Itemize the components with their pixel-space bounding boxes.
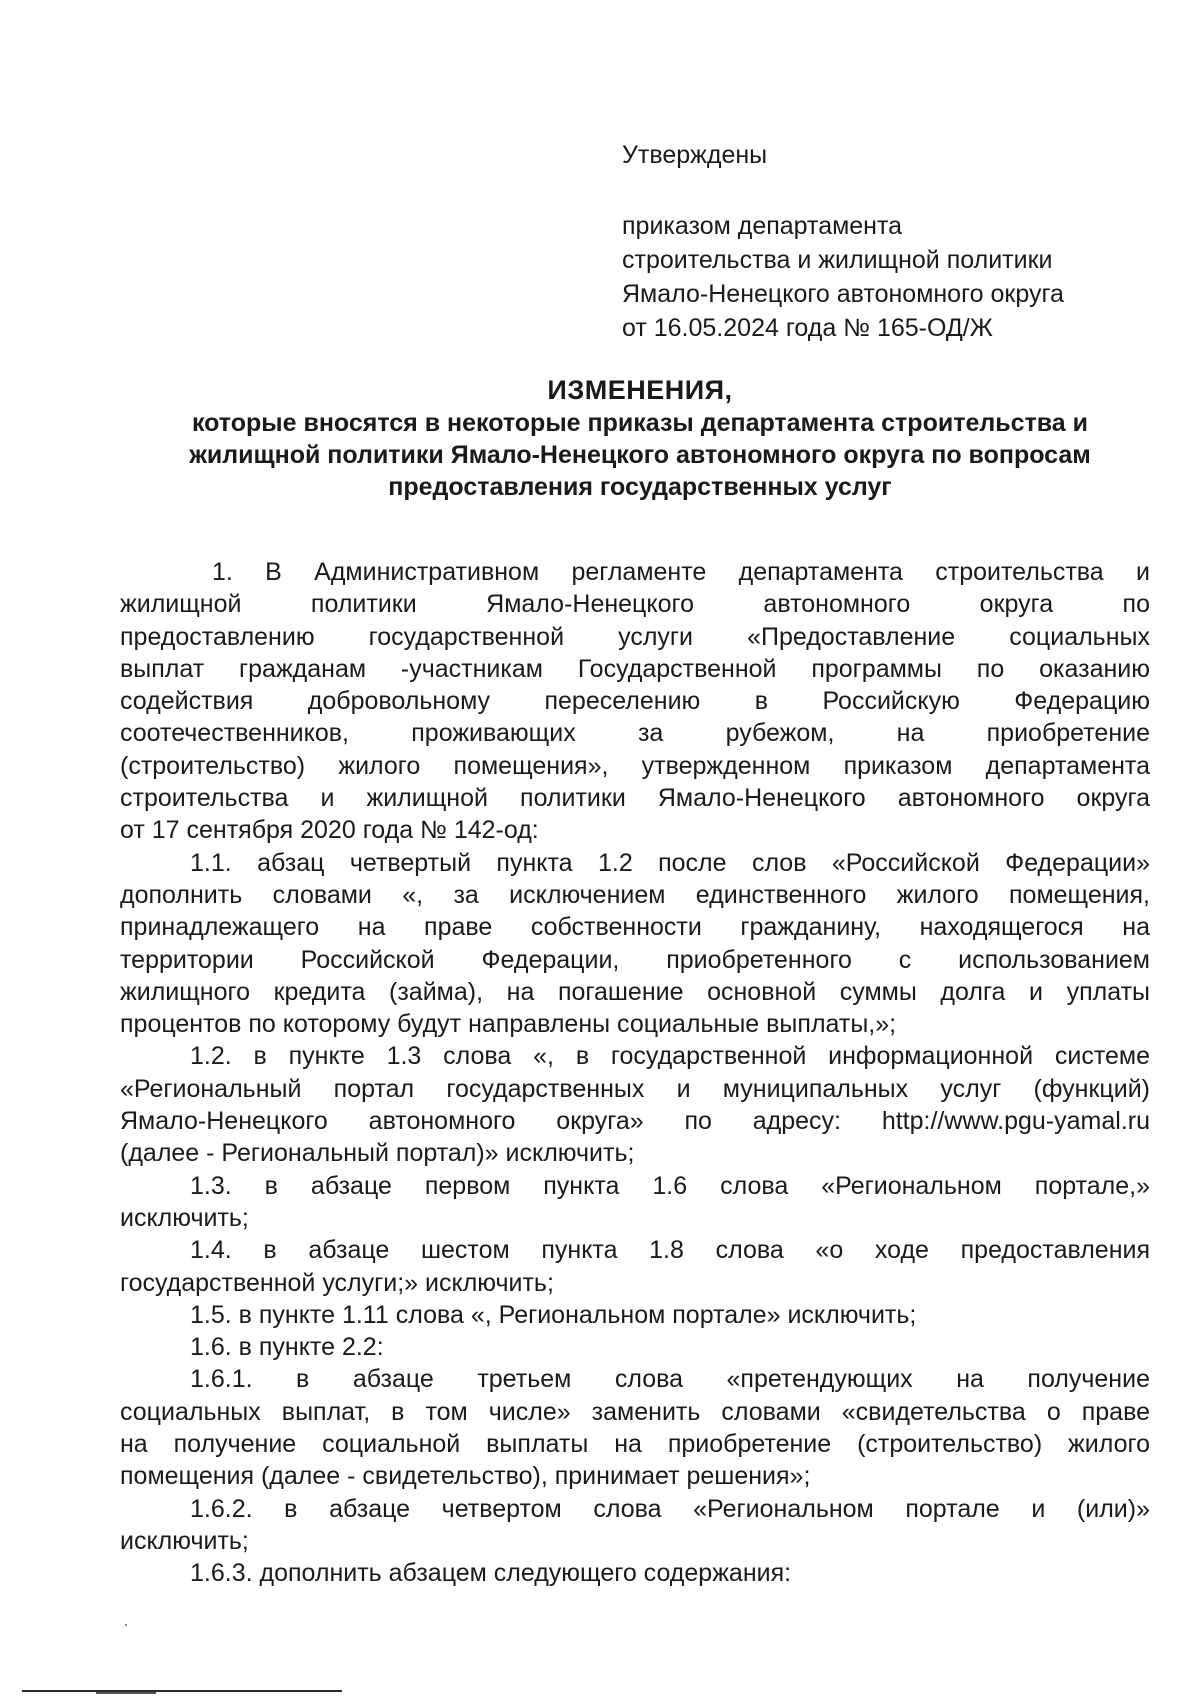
paragraph-line: строительства и жилищной политики Ямало-Ненецкого автономного округа	[120, 784, 1150, 813]
approval-heading: Утверждены	[622, 141, 768, 169]
paragraph-1-2	[120, 1040, 1150, 1169]
paragraph-line: дополнить словами «, за исключением единственного жилого помещения,	[120, 880, 1150, 909]
paragraph-line: 1.3. в абзаце первом пункта 1.6 слова «Региональном портале,»	[190, 1171, 1150, 1200]
paragraph-line: принадлежащего на праве собственности гражданину, находящегося на	[120, 913, 1150, 942]
paragraph-line: жилищного кредита (займа), на погашение основной суммы долга и уплаты	[120, 977, 1150, 1006]
paragraph-line: 1.1. абзац четвертый пункта 1.2 после слов «Российской Федерации»	[190, 848, 1150, 877]
scan-speck	[125, 1624, 127, 1626]
paragraph-1-5	[120, 1299, 1150, 1331]
paragraph-line: «Региональный портал государственных и муниципальных услуг (функций)	[120, 1074, 1150, 1103]
paragraph-line: содействия добровольному переселению в Российскую Федерацию	[120, 687, 1150, 716]
paragraph-line: (далее - Региональный портал)» исключить;	[120, 1139, 635, 1168]
document-subtitle	[120, 407, 1160, 503]
paragraph-1-4	[120, 1234, 1150, 1299]
paragraph-1-1	[120, 847, 1150, 1041]
approval-line: строительства и жилищной политики	[622, 246, 1053, 274]
subtitle-line: предоставления государственных услуг	[388, 473, 892, 501]
paragraph-line: территории Российской Федерации, приобретенного с использованием	[120, 945, 1150, 974]
subtitle-line: которые вносятся в некоторые приказы департамента строительства и	[191, 409, 1089, 437]
paragraph-line: 1.2. в пункте 1.3 слова «, в государственной информационной системе	[190, 1042, 1150, 1071]
approval-line: от 16.05.2024 года № 165-ОД/Ж	[622, 314, 993, 342]
paragraph-line: государственной услуги;» исключить;	[120, 1268, 554, 1297]
paragraph-line: (строительство) жилого помещения», утвержденном приказом департамента	[120, 751, 1150, 780]
paragraph-line: 1.6. в пункте 2.2:	[190, 1333, 384, 1362]
paragraph-line: на получение социальной выплаты на приобретение (строительство) жилого	[120, 1430, 1150, 1459]
paragraph-line: 1.6.2. в абзаце четвертом слова «Региональном портале и (или)»	[190, 1494, 1150, 1523]
footer-rule-accent	[96, 1692, 156, 1694]
document-body	[120, 556, 1150, 1590]
paragraph-line: социальных выплат, в том числе» заменить словами «свидетельства о праве	[120, 1397, 1150, 1426]
paragraph-line: 1.6.3. дополнить абзацем следующего содержания:	[190, 1559, 792, 1588]
document-heading	[120, 373, 1160, 503]
paragraph-line: жилищной политики Ямало-Ненецкого автономного округа по	[120, 590, 1150, 619]
paragraph-line: от 17 сентября 2020 года № 142-од:	[120, 816, 539, 845]
paragraph-line: 1.4. в абзаце шестом пункта 1.8 слова «о ходе предоставления	[190, 1236, 1150, 1265]
paragraph-line: процентов по которому будут направлены социальные выплаты,»;	[120, 1010, 897, 1039]
paragraph-1-6-2	[120, 1493, 1150, 1558]
paragraph-line: выплат гражданам -участникам Государственной программы по оказанию	[120, 654, 1150, 683]
paragraph-1-3	[120, 1170, 1150, 1235]
approval-block	[622, 138, 1162, 345]
paragraph-line: исключить;	[120, 1203, 249, 1232]
paragraph-line: помещения (далее - свидетельство), принимает решения»;	[120, 1462, 811, 1491]
approval-line: Ямало-Ненецкого автономного округа	[622, 280, 1064, 308]
paragraph-1-6-3	[120, 1557, 1150, 1589]
subtitle-line: жилищной политики Ямало-Ненецкого автономного округа по вопросам	[189, 441, 1091, 469]
paragraph-line: исключить;	[120, 1526, 249, 1555]
paragraph-line: 1.5. в пункте 1.11 слова «, Региональном портале» исключить;	[190, 1300, 917, 1329]
paragraph-line: 1.6.1. в абзаце третьем слова «претендующих на получение	[190, 1365, 1150, 1394]
footer-rule	[22, 1690, 342, 1692]
paragraph-line: 1. В Административном регламенте департамента строительства и	[212, 558, 1150, 586]
paragraph-1-6-1	[120, 1363, 1150, 1492]
paragraph-line: предоставлению государственной услуги «Предоставление социальных	[120, 622, 1150, 651]
paragraph-1	[120, 556, 1150, 847]
paragraph-1-6	[120, 1331, 1150, 1363]
paragraph-line: соотечественников, проживающих за рубежом, на приобретение	[120, 719, 1150, 748]
document-title: ИЗМЕНЕНИЯ,	[547, 375, 733, 405]
paragraph-line: Ямало-Ненецкого автономного округа» по адресу: http://www.pgu-yamal.ru	[120, 1107, 1150, 1136]
approval-line: приказом департамента	[622, 212, 903, 240]
